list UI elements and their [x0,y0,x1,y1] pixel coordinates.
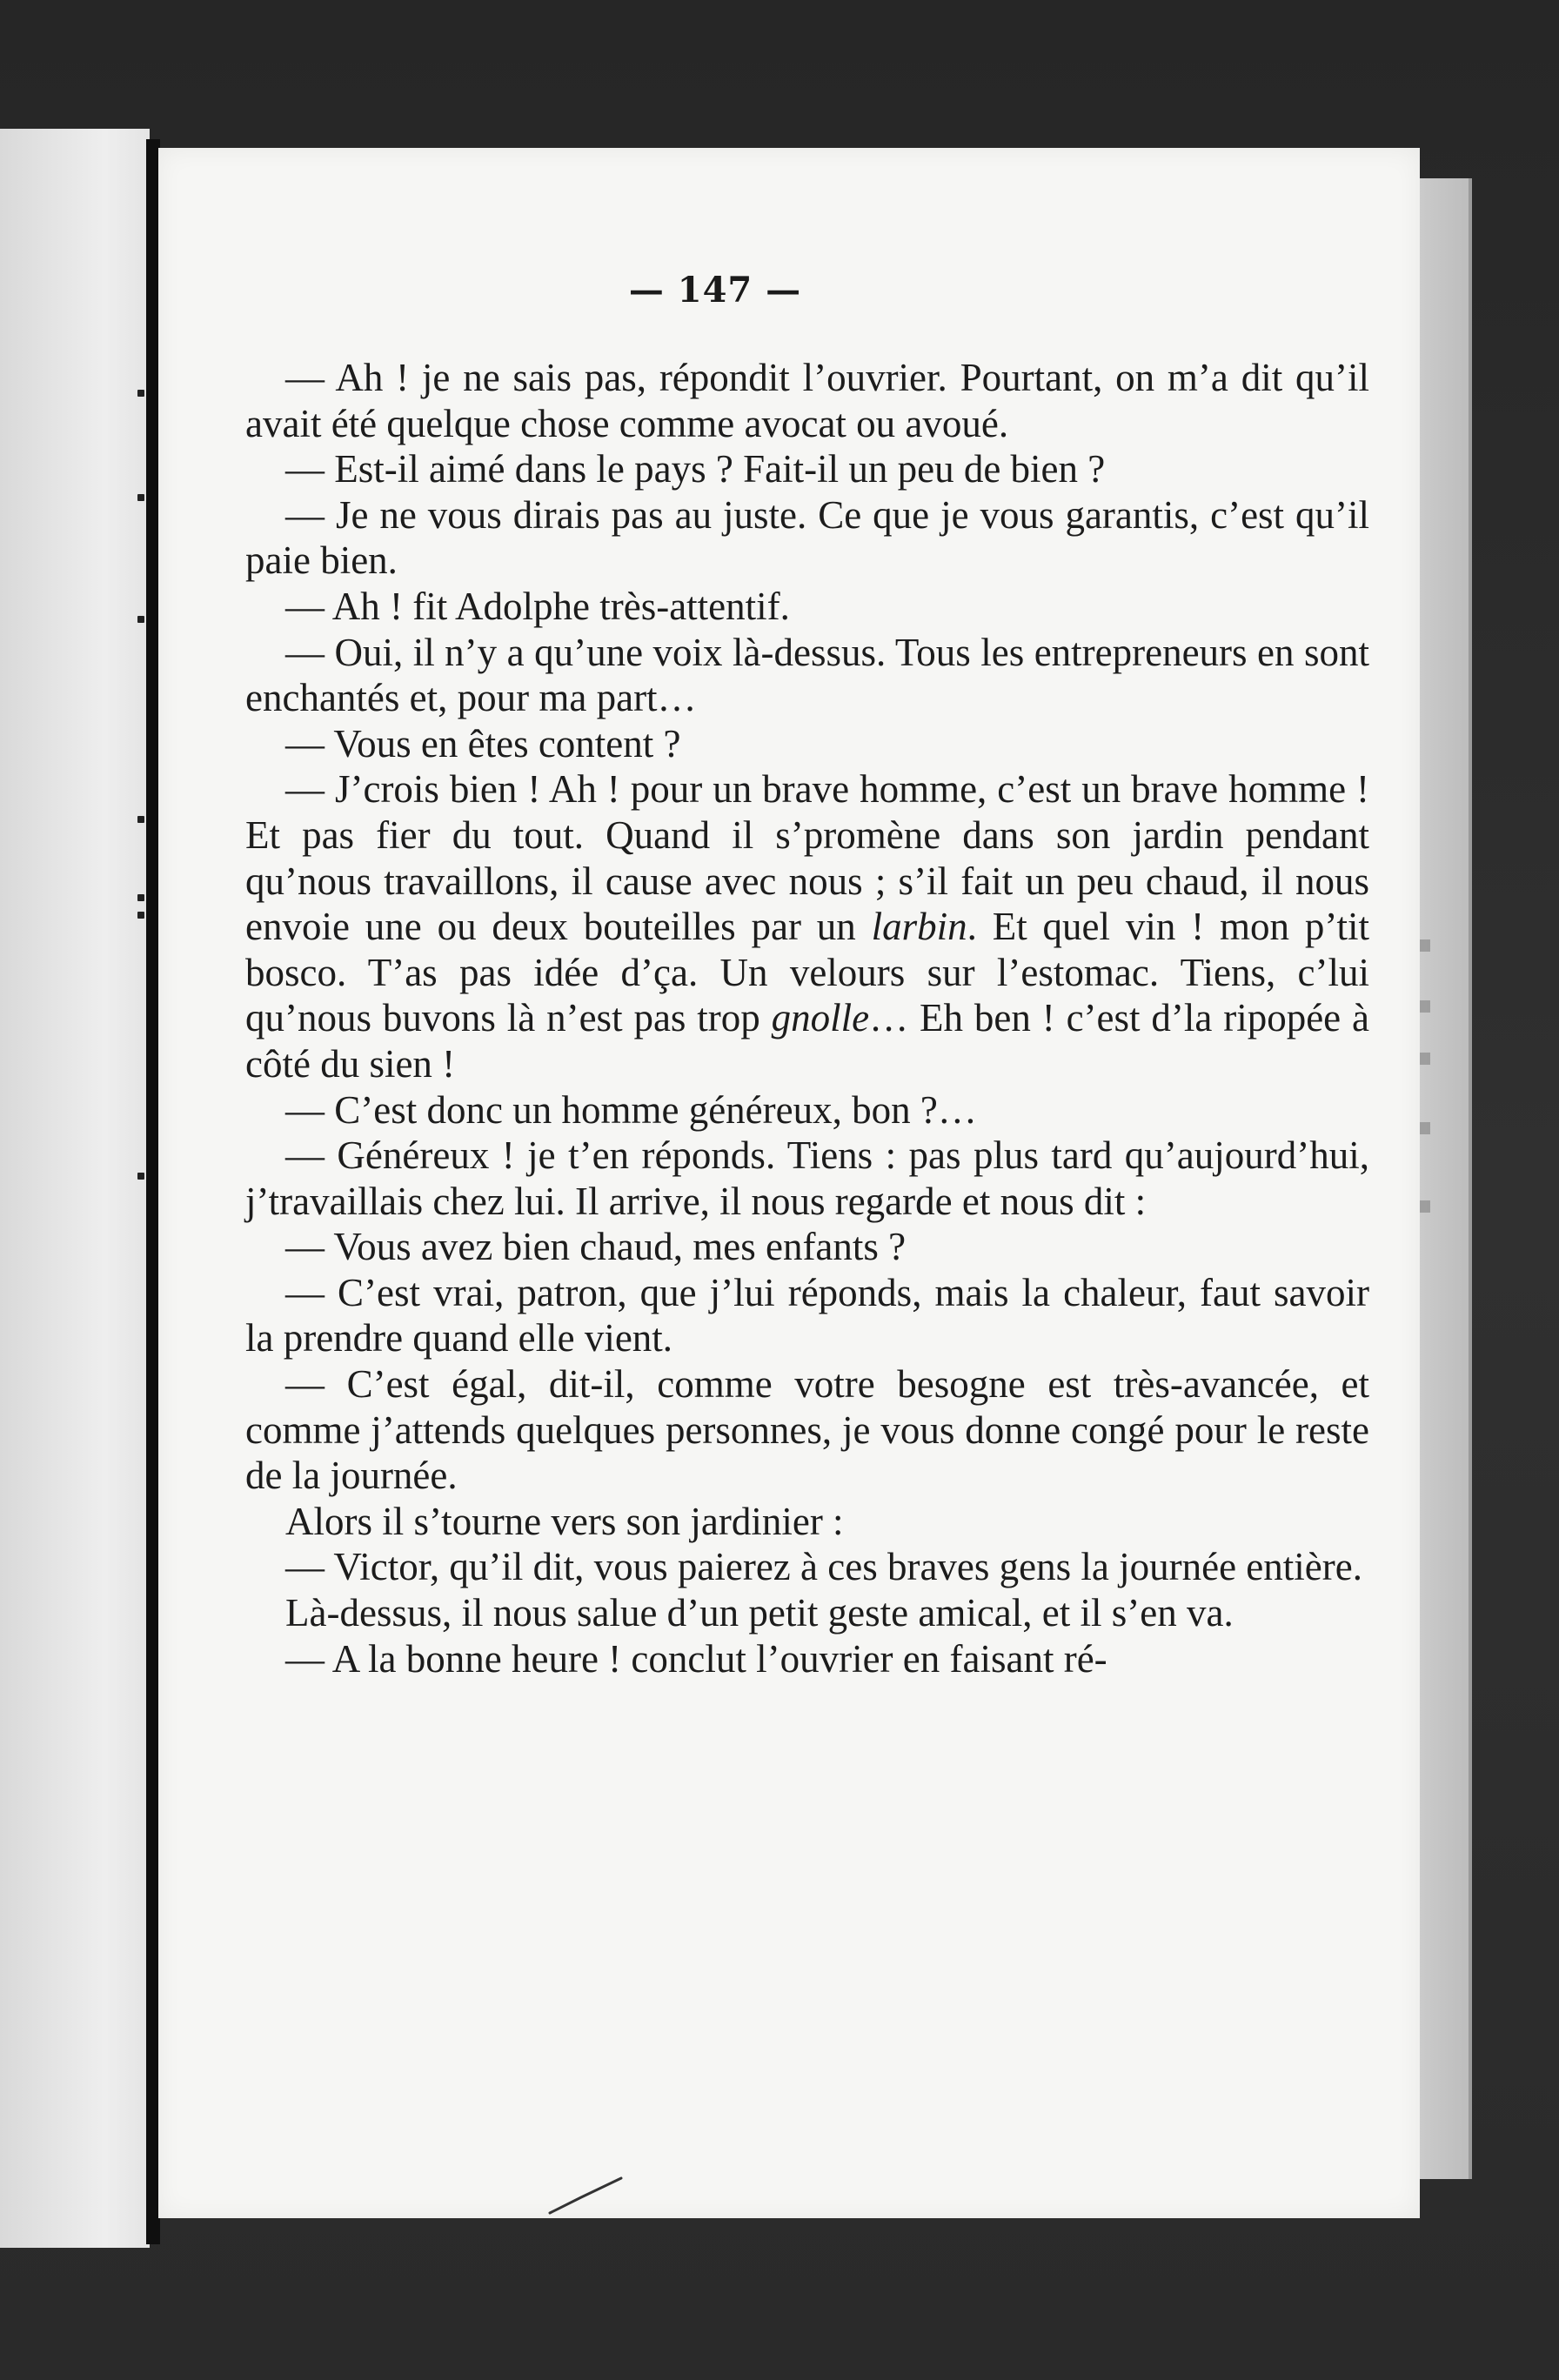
margin-mark [137,816,144,823]
paragraph: — C’est donc un homme généreux, bon ?… [285,1087,977,1132]
margin-mark [137,494,144,501]
paragraph: — Ah ! fit Adolphe très-attentif. [285,584,790,628]
page-number: — 147 — [628,270,802,311]
paragraph: — Vous avez bien chaud, mes enfants ? [285,1225,907,1269]
paragraph: — Vous en êtes content ? [285,721,681,765]
paragraph: — Ah ! je ne sais pas, répondit l’ouvrier. Pourtant, on m’a dit qu’il avait été quelque chose comme avocat ou avoué. [245,356,1369,445]
margin-mark [137,894,144,901]
paragraph: Alors il s’tourne vers son jardinier : [285,1499,844,1543]
paragraph: — Oui, il n’y a qu’une voix là-dessus. Tous les entrepreneurs en sont enchantés et, pour ma part… [245,630,1369,720]
paragraph: Là-dessus, il nous salue d’un petit geste amical, et il s’en va. [285,1591,1234,1635]
pencil-mark [546,2175,625,2218]
paragraph: — Est-il aimé dans le pays ? Fait-il un peu de bien ? [285,447,1106,491]
book-page [158,148,1420,2218]
paragraph: — Généreux ! je t’en réponds. Tiens : pas plus tard qu’aujourd’hui, j’travaillais chez lui. Il arrive, il nous regarde et nous dit : [245,1133,1369,1223]
margin-mark [137,390,144,397]
facing-page-edge [0,129,150,2248]
paragraph: — A la bonne heure ! conclut l’ouvrier en faisant ré- [285,1636,1107,1681]
margin-mark [137,616,144,623]
paragraph: — Je ne vous dirais pas au juste. Ce que je vous garantis, c’est qu’il paie bien. [245,492,1369,583]
paragraph: — Victor, qu’il dit, vous paierez à ces braves gens la journée entière. [285,1545,1362,1589]
margin-mark [137,912,144,919]
paragraph: — J’crois bien ! Ah ! pour un brave homme, c’est un brave homme ! Et pas fier du tout. Quand il s’promène dans son jardin pendant qu’nous travaillons, il cause avec nous ; s’il fait un peu chaud, il nous envoie une ou deux bouteilles par un larbin. Et quel vin ! mon p’tit bosco. T’as pas idée d’ça. Un velours sur l’estomac. Tiens, c’lui qu’nous buvons là n’est pas trop gnolle… Eh ben ! c’est d’la ripopée à côté du sien ! [245,767,1370,1086]
paragraph: — C’est vrai, patron, que j’lui réponds, mais la chaleur, faut savoir la prendre quand elle vient. [245,1270,1369,1360]
margin-mark [137,1173,144,1180]
paragraph: — C’est égal, dit-il, comme votre besogne est très-avancée, et comme j’attends quelques personnes, je vous donne congé pour le reste de la journée. [245,1362,1369,1498]
body-text [245,355,1369,1681]
